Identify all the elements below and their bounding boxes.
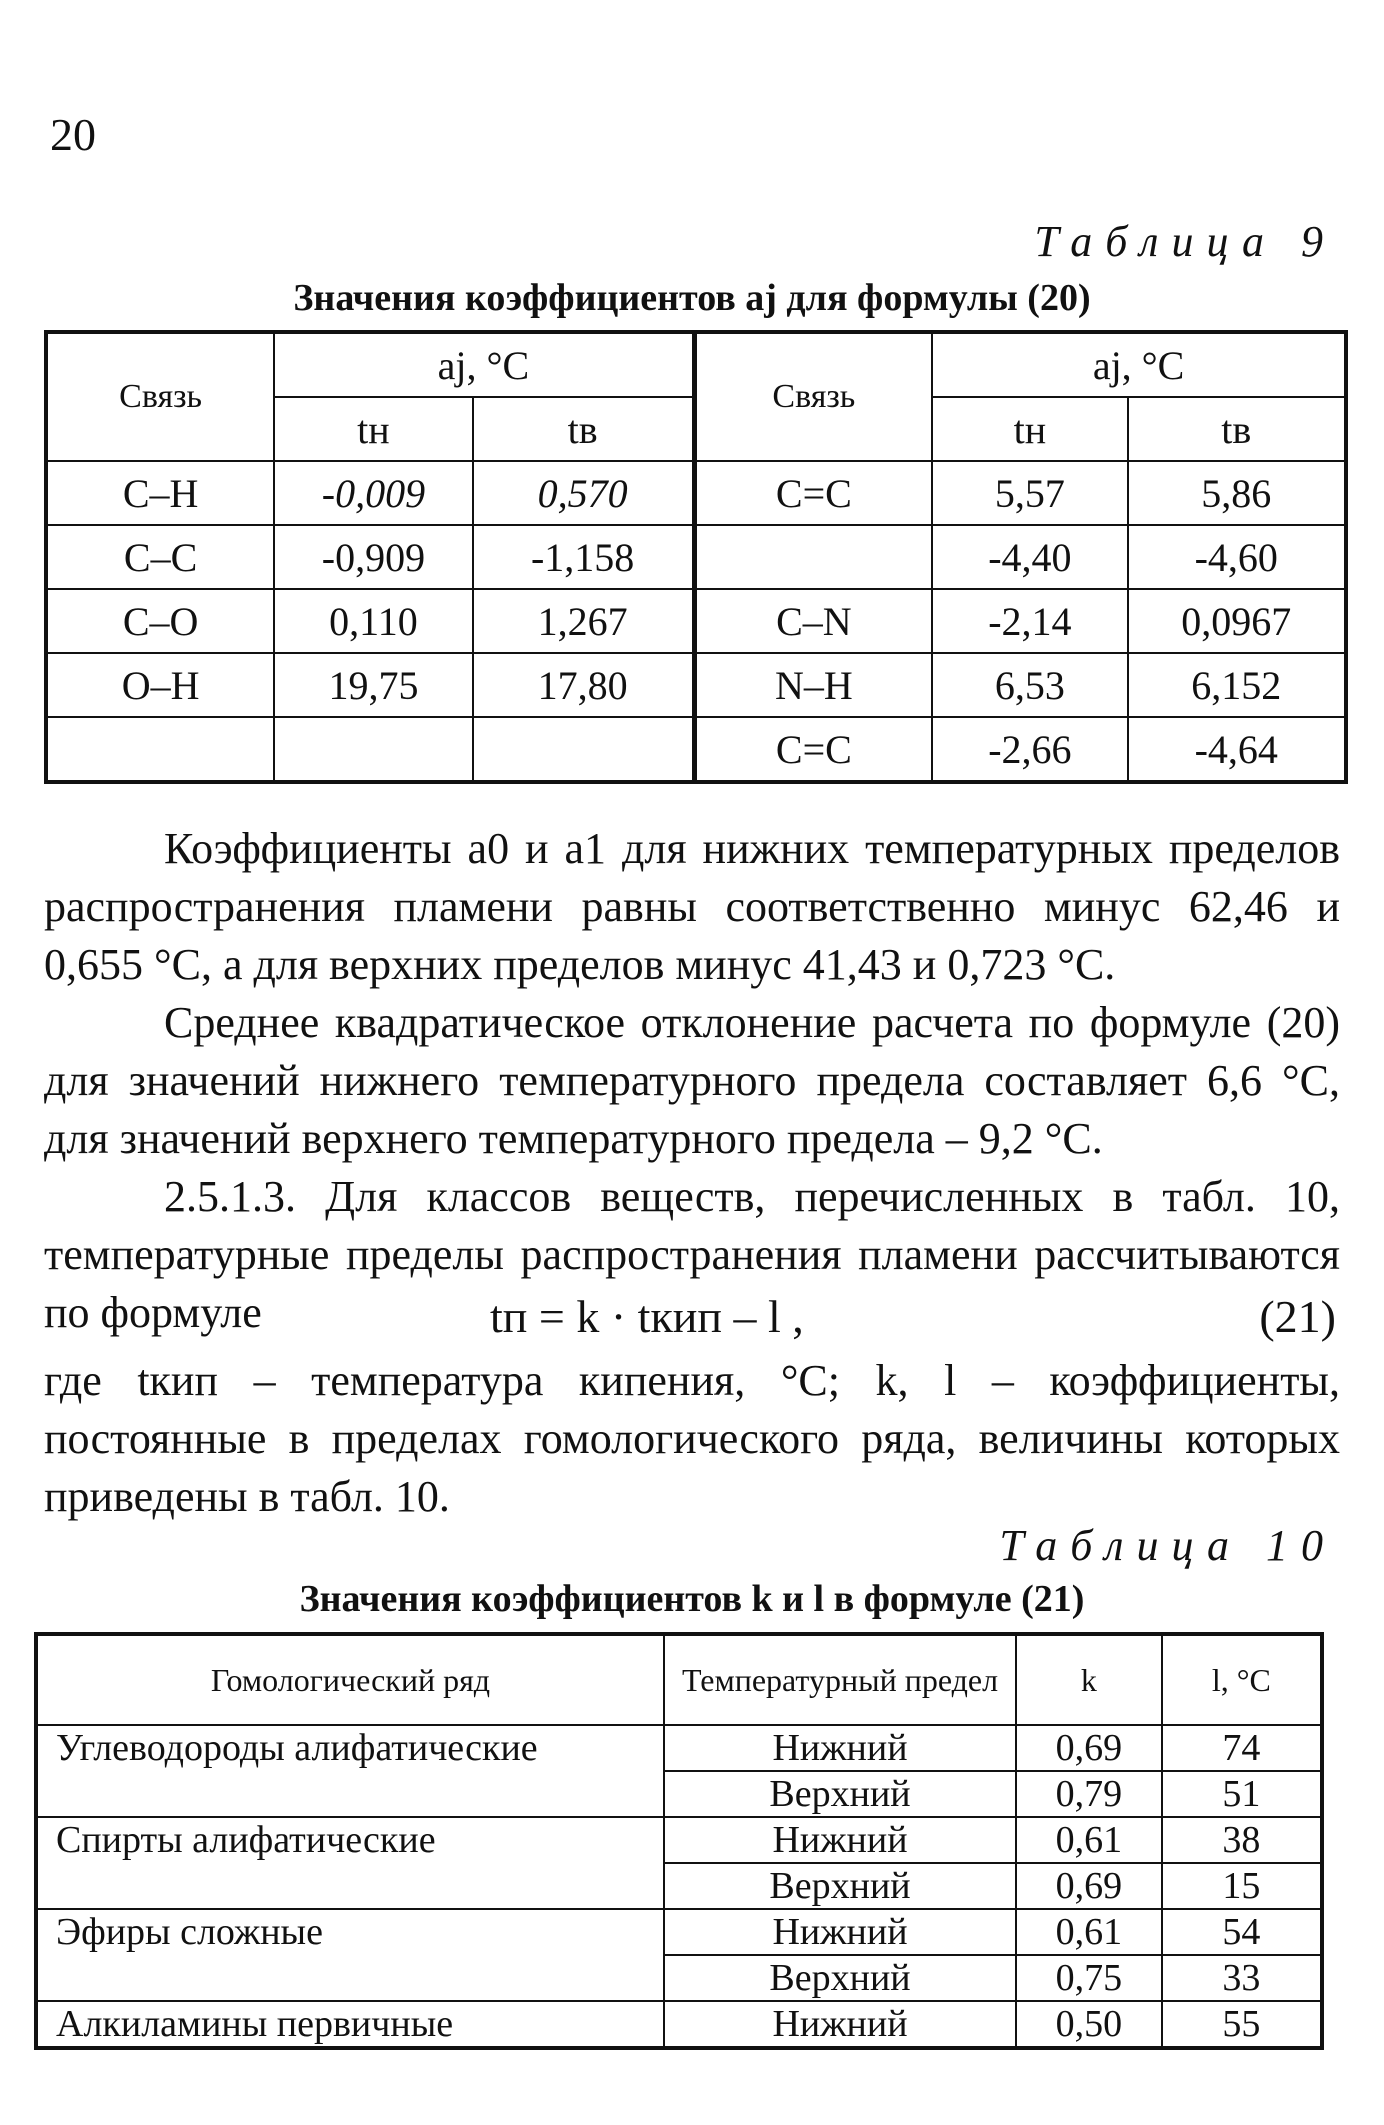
paragraph-deviation-text: Среднее квадратическое отклонение расчета по формуле (20) для значений нижнего температурного предела составляет 6,6 °C, для значений верхнего температурного предела – 9,2 °C. (44, 998, 1340, 1163)
t10-l: 15 (1162, 1863, 1322, 1909)
t9-tv: 1,267 (473, 589, 694, 653)
table-row (46, 653, 1346, 717)
formula-number: (21) (1259, 1291, 1336, 1342)
t10-l: 55 (1162, 2001, 1322, 2048)
paragraph-deviation (44, 994, 1340, 1168)
body-text-2 (44, 1352, 1340, 1526)
t9-tv: 17,80 (473, 653, 694, 717)
t9-tn: -0,909 (274, 525, 472, 589)
t10-limit: Верхний (664, 1955, 1016, 2001)
t10-series: Спирты алифатические (36, 1817, 664, 1909)
table9-title: Значения коэффициентов aj для формулы (20) (293, 277, 1091, 319)
table-row (46, 461, 1346, 525)
table9-label: Таблица 9 (1034, 217, 1336, 266)
t9-tn: 0,110 (274, 589, 472, 653)
table9 (44, 330, 1348, 784)
t9-bond-right: C–N (694, 589, 932, 653)
t9-tv: 0,570 (473, 461, 694, 525)
table10 (34, 1632, 1324, 2050)
t9-tn (274, 717, 472, 782)
t10-header-l: l, °C (1162, 1634, 1322, 1725)
table-row (46, 717, 1346, 782)
t9-header-bond: Связь (46, 332, 274, 461)
t10-l: 38 (1162, 1817, 1322, 1863)
t9-bond: O–H (46, 653, 274, 717)
t9-bond: C–O (46, 589, 274, 653)
table-row (46, 589, 1346, 653)
t9-tn: 19,75 (274, 653, 472, 717)
t9-bond: C–C (46, 525, 274, 589)
t10-limit: Нижний (664, 1725, 1016, 1771)
t10-series: Эфиры сложные (36, 1909, 664, 2001)
t10-k: 0,79 (1016, 1771, 1162, 1817)
t10-k: 0,61 (1016, 1909, 1162, 1955)
table-row (36, 1725, 1322, 1771)
table-row (36, 1817, 1322, 1863)
t10-k: 0,69 (1016, 1863, 1162, 1909)
t9-tn-right: -4,40 (932, 525, 1127, 589)
t9-header-tv: tв (473, 397, 694, 461)
t10-l: 54 (1162, 1909, 1322, 1955)
t9-bond (46, 717, 274, 782)
paragraph-where: где tкип – температура кипения, °C; k, l – коэффициенты, постоянные в пределах гомологического ряда, величины которых приведены в табл. 10. (44, 1356, 1340, 1521)
t9-bond: C–H (46, 461, 274, 525)
table-row (46, 525, 1346, 589)
t10-k: 0,69 (1016, 1725, 1162, 1771)
t9-tv: -1,158 (473, 525, 694, 589)
t9-tv-right: -4,60 (1128, 525, 1346, 589)
t10-k: 0,50 (1016, 2001, 1162, 2048)
t9-tv-right: -4,64 (1128, 717, 1346, 782)
paragraph-coefficients-text: Коэффициенты a0 и a1 для нижних температурных пределов распространения пламени равны соответственно минус 62,46 и 0,655 °C, а для верхних пределов минус 41,43 и 0,723 °C. (44, 824, 1340, 989)
t10-k: 0,75 (1016, 1955, 1162, 2001)
t9-tn: -0,009 (274, 461, 472, 525)
t9-tv (473, 717, 694, 782)
t10-limit: Нижний (664, 2001, 1016, 2048)
page-number: 20 (50, 109, 96, 160)
t10-l: 51 (1162, 1771, 1322, 1817)
t10-l: 74 (1162, 1725, 1322, 1771)
table-row (36, 1909, 1322, 1955)
paragraph-coefficients (44, 820, 1340, 994)
t10-k: 0,61 (1016, 1817, 1162, 1863)
t10-limit: Верхний (664, 1771, 1016, 1817)
body-text (44, 820, 1340, 1342)
t9-bond-right: C=C (694, 717, 932, 782)
t10-limit: Верхний (664, 1863, 1016, 1909)
t9-header-aj: aj, °C (274, 332, 694, 397)
t10-header-k: k (1016, 1634, 1162, 1725)
t9-bond-right (694, 525, 932, 589)
t9-tn-right: 6,53 (932, 653, 1127, 717)
t9-tv-right: 0,0967 (1128, 589, 1346, 653)
t9-header-tv-right: tв (1128, 397, 1346, 461)
t9-header-tn-right: tн (932, 397, 1127, 461)
table10-title: Значения коэффициентов k и l в формуле (21) (299, 1578, 1085, 1620)
t10-limit: Нижний (664, 1909, 1016, 1955)
t10-series: Алкиламины первичные (36, 2001, 664, 2048)
t9-tn-right: 5,57 (932, 461, 1127, 525)
t9-header-bond-right: Связь (694, 332, 932, 461)
t9-header-aj-right: aj, °C (932, 332, 1346, 397)
t9-header-tn: tн (274, 397, 472, 461)
t9-bond-right: C=C (694, 461, 932, 525)
t9-tn-right: -2,66 (932, 717, 1127, 782)
table-row (36, 2001, 1322, 2048)
table10-label: Таблица 10 (999, 1521, 1336, 1570)
t10-series: Углеводороды алифатические (36, 1725, 664, 1817)
formula-expression: tп = k · tкип – l , (490, 1291, 804, 1342)
paragraph-section-text: 2.5.1.3. Для классов веществ, перечисленных в табл. 10, температурные пределы распространения пламени рассчитываются по формуле (44, 1172, 1340, 1337)
t10-l: 33 (1162, 1955, 1322, 2001)
t9-tv-right: 5,86 (1128, 461, 1346, 525)
t9-tn-right: -2,14 (932, 589, 1127, 653)
t10-header-limit: Температурный предел (664, 1634, 1016, 1725)
t10-header-series: Гомологический ряд (36, 1634, 664, 1725)
t9-tv-right: 6,152 (1128, 653, 1346, 717)
t10-limit: Нижний (664, 1817, 1016, 1863)
t9-bond-right: N–H (694, 653, 932, 717)
